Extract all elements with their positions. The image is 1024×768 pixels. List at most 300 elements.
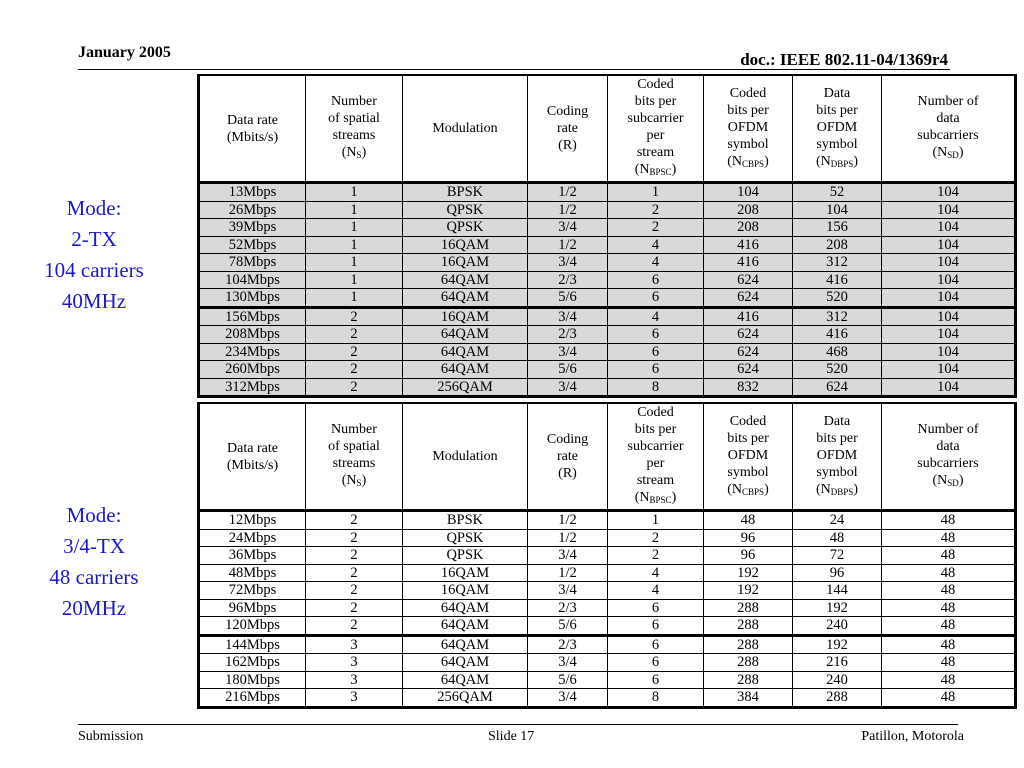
table-cell: 104 bbox=[882, 343, 1016, 361]
footer-slide-number: Slide 17 bbox=[488, 729, 535, 744]
table-cell: 104 bbox=[793, 201, 882, 219]
header-line: subcarriers bbox=[917, 456, 979, 471]
table-cell: 520 bbox=[793, 361, 882, 379]
header-subscript: CBPS bbox=[742, 486, 765, 497]
table-cell: 2 bbox=[306, 617, 403, 636]
header-line: OFDM bbox=[816, 447, 858, 463]
table-cell: 64QAM bbox=[403, 271, 528, 289]
table-cell: 216 bbox=[793, 654, 882, 672]
table-cell: 4 bbox=[608, 564, 704, 582]
table-cell: 4 bbox=[608, 254, 704, 272]
table-cell: 3/4 bbox=[528, 547, 608, 565]
header-symbol: (N bbox=[932, 145, 948, 160]
table-cell: BPSK bbox=[403, 183, 528, 202]
table-cell: 48 bbox=[704, 511, 793, 530]
table-cell: 1 bbox=[608, 183, 704, 202]
table-cell: 2 bbox=[608, 201, 704, 219]
table-cell: 48 bbox=[882, 511, 1016, 530]
table-cell: 624 bbox=[704, 361, 793, 379]
column-header-nsd bbox=[882, 403, 1016, 511]
table-row bbox=[199, 343, 1016, 361]
table-cell: 4 bbox=[608, 307, 704, 326]
table-cell: 16QAM bbox=[403, 254, 528, 272]
table-cell: 240 bbox=[793, 617, 882, 636]
header-line: OFDM bbox=[727, 119, 769, 135]
table-cell: 24 bbox=[793, 511, 882, 530]
mode-line: 3/4-TX bbox=[63, 534, 125, 558]
table-cell: 48 bbox=[793, 529, 882, 547]
column-header-streams bbox=[306, 403, 403, 511]
table-cell: 624 bbox=[704, 289, 793, 308]
table-cell: 2 bbox=[306, 599, 403, 617]
table-cell: 1 bbox=[306, 201, 403, 219]
table-cell: 13Mbps bbox=[199, 183, 306, 202]
table-cell: 208 bbox=[704, 201, 793, 219]
table-cell: 104 bbox=[882, 271, 1016, 289]
table-cell: QPSK bbox=[403, 547, 528, 565]
mode-label-table2 bbox=[18, 500, 170, 624]
table-cell: 312 bbox=[793, 307, 882, 326]
table-cell: 130Mbps bbox=[199, 289, 306, 308]
header-symbol-close: ) bbox=[671, 490, 677, 505]
table-cell: 2 bbox=[306, 361, 403, 379]
mode-line: 2-TX bbox=[71, 227, 117, 251]
header-symbol: (N bbox=[341, 473, 357, 488]
table-cell: 120Mbps bbox=[199, 617, 306, 636]
table-cell: 3/4 bbox=[528, 343, 608, 361]
table-cell: 3/4 bbox=[528, 378, 608, 397]
table-cell: 96 bbox=[704, 547, 793, 565]
header-symbol: (N bbox=[634, 162, 650, 177]
footer-submission: Submission bbox=[78, 729, 144, 744]
table-cell: 3 bbox=[306, 671, 403, 689]
table-cell: 3/4 bbox=[528, 654, 608, 672]
header-line: bits per bbox=[727, 102, 769, 118]
table-cell: 6 bbox=[608, 635, 704, 654]
table-cell: 5/6 bbox=[528, 617, 608, 636]
table-cell: 3/4 bbox=[528, 307, 608, 326]
table-cell: 48 bbox=[882, 635, 1016, 654]
column-header-data-rate bbox=[199, 403, 306, 511]
column-header-ncbps bbox=[704, 75, 793, 183]
table-cell: 416 bbox=[704, 254, 793, 272]
table-cell: 104 bbox=[882, 361, 1016, 379]
table-row bbox=[199, 547, 1016, 565]
table-cell: 288 bbox=[704, 617, 793, 636]
table-cell: 6 bbox=[608, 326, 704, 344]
table-cell: 624 bbox=[793, 378, 882, 397]
table-cell: 6 bbox=[608, 289, 704, 308]
table-cell: 156 bbox=[793, 219, 882, 237]
table-cell: 48Mbps bbox=[199, 564, 306, 582]
table-cell: 64QAM bbox=[403, 326, 528, 344]
table-cell: 2/3 bbox=[528, 271, 608, 289]
table-cell: 5/6 bbox=[528, 289, 608, 308]
table-cell: 2/3 bbox=[528, 326, 608, 344]
table-cell: 64QAM bbox=[403, 361, 528, 379]
table-row bbox=[199, 307, 1016, 326]
table-row bbox=[199, 254, 1016, 272]
table-cell: 5/6 bbox=[528, 361, 608, 379]
table-cell: 64QAM bbox=[403, 617, 528, 636]
table-cell: 4 bbox=[608, 236, 704, 254]
table-cell: 288 bbox=[793, 689, 882, 708]
table-cell: 3 bbox=[306, 635, 403, 654]
header-line: (R) bbox=[558, 138, 577, 153]
table-cell: 1/2 bbox=[528, 183, 608, 202]
table-cell: 2 bbox=[306, 529, 403, 547]
header-symbol: (N bbox=[816, 153, 831, 169]
table-cell: 52Mbps bbox=[199, 236, 306, 254]
table-cell: 832 bbox=[704, 378, 793, 397]
header-line: Coded bbox=[637, 405, 674, 420]
table-cell: 64QAM bbox=[403, 343, 528, 361]
table-cell: 2 bbox=[608, 529, 704, 547]
header-symbol: (N bbox=[816, 481, 831, 497]
table-cell: 256QAM bbox=[403, 689, 528, 708]
table-cell: 48 bbox=[882, 529, 1016, 547]
table-cell: 48 bbox=[882, 654, 1016, 672]
table-cell: 48 bbox=[882, 564, 1016, 582]
table-cell: 72 bbox=[793, 547, 882, 565]
table-cell: QPSK bbox=[403, 201, 528, 219]
table-cell: 16QAM bbox=[403, 307, 528, 326]
table-cell: 96Mbps bbox=[199, 599, 306, 617]
header-line: rate bbox=[557, 121, 578, 136]
table-cell: 36Mbps bbox=[199, 547, 306, 565]
table-cell: 3/4 bbox=[528, 689, 608, 708]
table-row bbox=[199, 529, 1016, 547]
table-cell: 8 bbox=[608, 378, 704, 397]
table-cell: 1 bbox=[306, 271, 403, 289]
table-cell: 26Mbps bbox=[199, 201, 306, 219]
header-line: symbol bbox=[816, 136, 858, 152]
header-line: bits per bbox=[727, 430, 769, 446]
header-line: Number of bbox=[917, 94, 979, 109]
slide-date: January 2005 bbox=[78, 44, 171, 61]
header-line: Number of bbox=[917, 422, 979, 437]
mode-line: Mode: bbox=[66, 503, 122, 527]
rate-table-2tx bbox=[197, 74, 1017, 398]
header-line: (R) bbox=[558, 466, 577, 481]
table-cell: 312 bbox=[793, 254, 882, 272]
column-header-ndbps bbox=[793, 75, 882, 183]
table-cell: 288 bbox=[704, 599, 793, 617]
table-row bbox=[199, 511, 1016, 530]
table-cell: 1 bbox=[306, 289, 403, 308]
table-cell: 162Mbps bbox=[199, 654, 306, 672]
table-cell: 624 bbox=[704, 326, 793, 344]
table-cell: 144 bbox=[793, 582, 882, 600]
header-subscript: BPSC bbox=[649, 167, 672, 177]
table-cell: 104 bbox=[882, 254, 1016, 272]
column-header-ndbps bbox=[793, 403, 882, 511]
table-cell: 96 bbox=[793, 564, 882, 582]
header-line: streams bbox=[332, 456, 376, 471]
table-cell: 52 bbox=[793, 183, 882, 202]
header-line: Coded bbox=[729, 413, 767, 429]
table-row bbox=[199, 671, 1016, 689]
header-line: Coding bbox=[546, 104, 589, 119]
table-cell: 384 bbox=[704, 689, 793, 708]
header-line: of spatial bbox=[328, 111, 380, 126]
header-line: symbol bbox=[727, 136, 769, 152]
header-line: rate bbox=[557, 449, 578, 464]
table-cell: 3/4 bbox=[528, 582, 608, 600]
header-subscript: CBPS bbox=[742, 158, 765, 169]
table-cell: 2 bbox=[306, 582, 403, 600]
table-cell: 104Mbps bbox=[199, 271, 306, 289]
column-header-data-rate bbox=[199, 75, 306, 183]
table-cell: 180Mbps bbox=[199, 671, 306, 689]
table-cell: 216Mbps bbox=[199, 689, 306, 708]
table-cell: 104 bbox=[882, 378, 1016, 397]
table-cell: 2 bbox=[306, 343, 403, 361]
column-header-modulation: Modulation bbox=[403, 75, 528, 183]
header-symbol-close: ) bbox=[853, 481, 858, 497]
header-symbol: (N bbox=[727, 481, 743, 497]
table-cell: 39Mbps bbox=[199, 219, 306, 237]
table-cell: 2 bbox=[306, 326, 403, 344]
table-row bbox=[199, 654, 1016, 672]
header-line: bits per bbox=[816, 102, 858, 118]
table-cell: 208 bbox=[704, 219, 793, 237]
header-line: Coding bbox=[546, 432, 589, 447]
table-cell: 2 bbox=[608, 219, 704, 237]
table-cell: 288 bbox=[704, 635, 793, 654]
table-cell: 104 bbox=[882, 219, 1016, 237]
table-cell: 240 bbox=[793, 671, 882, 689]
table-cell: 416 bbox=[704, 236, 793, 254]
table-cell: 2 bbox=[306, 378, 403, 397]
table-cell: 104 bbox=[882, 289, 1016, 308]
table-row bbox=[199, 201, 1016, 219]
header-divider bbox=[78, 69, 950, 70]
table-cell: 3/4 bbox=[528, 254, 608, 272]
table-cell: 1 bbox=[608, 511, 704, 530]
table-cell: 104 bbox=[882, 326, 1016, 344]
table-cell: 64QAM bbox=[403, 289, 528, 308]
header-line: OFDM bbox=[816, 119, 858, 135]
header-symbol: (N bbox=[634, 490, 650, 505]
table-cell: 1/2 bbox=[528, 511, 608, 530]
header-symbol: (N bbox=[727, 153, 743, 169]
header-line: Data rate bbox=[227, 440, 278, 456]
header-line: bits per bbox=[634, 94, 677, 109]
document-id: doc.: IEEE 802.11-04/1369r4 bbox=[740, 50, 948, 69]
table-row bbox=[199, 564, 1016, 582]
header-subscript: DBPS bbox=[830, 486, 854, 497]
table-row bbox=[199, 361, 1016, 379]
mode-line: 20MHz bbox=[61, 596, 127, 620]
header-line: stream bbox=[636, 145, 675, 160]
table-cell: 234Mbps bbox=[199, 343, 306, 361]
header-line: per bbox=[646, 456, 665, 471]
header-line: subcarrier bbox=[627, 111, 684, 126]
table-cell: 5/6 bbox=[528, 671, 608, 689]
table-cell: 2 bbox=[306, 307, 403, 326]
mode-line: 40MHz bbox=[61, 289, 127, 313]
footer-author: Patillon, Motorola bbox=[861, 729, 964, 744]
header-symbol: (N bbox=[932, 473, 948, 488]
table-cell: 48 bbox=[882, 599, 1016, 617]
table-cell: 1 bbox=[306, 236, 403, 254]
header-line: symbol bbox=[816, 464, 858, 480]
header-line: stream bbox=[636, 473, 675, 488]
header-subscript: S bbox=[356, 478, 362, 488]
table-cell: 6 bbox=[608, 271, 704, 289]
table-row bbox=[199, 378, 1016, 397]
table-cell: 104 bbox=[704, 183, 793, 202]
table-cell: 416 bbox=[793, 326, 882, 344]
table-row bbox=[199, 635, 1016, 654]
header-line: per bbox=[646, 128, 665, 143]
header-line: data bbox=[936, 439, 960, 454]
table-cell: 104 bbox=[882, 183, 1016, 202]
table-cell: 192 bbox=[793, 599, 882, 617]
table-cell: 104 bbox=[882, 236, 1016, 254]
table-row bbox=[199, 183, 1016, 202]
table-cell: 2 bbox=[306, 511, 403, 530]
header-symbol-close: ) bbox=[361, 145, 367, 160]
header-symbol-close: ) bbox=[958, 145, 964, 160]
table-cell: 192 bbox=[704, 582, 793, 600]
table-cell: 16QAM bbox=[403, 582, 528, 600]
header-subscript: BPSC bbox=[649, 495, 672, 505]
table-cell: 2 bbox=[306, 564, 403, 582]
table-row bbox=[199, 689, 1016, 708]
header-symbol: (N bbox=[341, 145, 357, 160]
table-cell: 3 bbox=[306, 689, 403, 708]
table-cell: 6 bbox=[608, 599, 704, 617]
table-row bbox=[199, 236, 1016, 254]
table-cell: 192 bbox=[793, 635, 882, 654]
rate-table-34tx bbox=[197, 402, 1017, 709]
table-cell: 4 bbox=[608, 582, 704, 600]
header-line: bits per bbox=[634, 422, 677, 437]
mode-line: 48 carriers bbox=[49, 565, 139, 589]
table-row bbox=[199, 219, 1016, 237]
table-cell: 96 bbox=[704, 529, 793, 547]
column-header-coding bbox=[528, 75, 608, 183]
header-subscript: DBPS bbox=[830, 158, 854, 169]
table-cell: 468 bbox=[793, 343, 882, 361]
table-cell: 260Mbps bbox=[199, 361, 306, 379]
header-subscript: SD bbox=[947, 478, 959, 488]
table-cell: 72Mbps bbox=[199, 582, 306, 600]
table-cell: 48 bbox=[882, 689, 1016, 708]
mode-line: 104 carriers bbox=[44, 258, 144, 282]
header-line: subcarriers bbox=[917, 128, 979, 143]
table-cell: 24Mbps bbox=[199, 529, 306, 547]
table-cell: 256QAM bbox=[403, 378, 528, 397]
header-line: (Mbits/s) bbox=[226, 457, 279, 473]
header-line: Number bbox=[331, 422, 377, 437]
header-line: Number bbox=[331, 94, 377, 109]
table-cell: 48 bbox=[882, 671, 1016, 689]
header-symbol-close: ) bbox=[764, 153, 769, 169]
table-cell: 104 bbox=[882, 307, 1016, 326]
table-cell: 8 bbox=[608, 689, 704, 708]
header-line: streams bbox=[332, 128, 376, 143]
table-row bbox=[199, 289, 1016, 308]
table-cell: 1/2 bbox=[528, 201, 608, 219]
header-line: Data bbox=[823, 85, 851, 101]
table-cell: 2/3 bbox=[528, 635, 608, 654]
table-cell: 2 bbox=[608, 547, 704, 565]
column-header-nbpsc bbox=[608, 75, 704, 183]
table-cell: 416 bbox=[793, 271, 882, 289]
column-header-modulation: Modulation bbox=[403, 403, 528, 511]
table-cell: 288 bbox=[704, 671, 793, 689]
table-cell: 6 bbox=[608, 343, 704, 361]
table-cell: 6 bbox=[608, 654, 704, 672]
mode-label-table1 bbox=[18, 193, 170, 317]
header-line: of spatial bbox=[328, 439, 380, 454]
table-cell: 288 bbox=[704, 654, 793, 672]
table-cell: 12Mbps bbox=[199, 511, 306, 530]
header-line: Data bbox=[823, 413, 851, 429]
table-cell: 64QAM bbox=[403, 671, 528, 689]
table-cell: 1 bbox=[306, 219, 403, 237]
table-cell: 3/4 bbox=[528, 219, 608, 237]
table-cell: 1/2 bbox=[528, 564, 608, 582]
column-header-ncbps bbox=[704, 403, 793, 511]
table-cell: QPSK bbox=[403, 219, 528, 237]
table-cell: 64QAM bbox=[403, 599, 528, 617]
header-symbol-close: ) bbox=[361, 473, 367, 488]
table-row bbox=[199, 599, 1016, 617]
table-cell: 48 bbox=[882, 617, 1016, 636]
column-header-nbpsc bbox=[608, 403, 704, 511]
table-cell: 1 bbox=[306, 254, 403, 272]
table-cell: 208 bbox=[793, 236, 882, 254]
table-cell: 520 bbox=[793, 289, 882, 308]
footer-divider bbox=[78, 724, 958, 725]
header-symbol-close: ) bbox=[958, 473, 964, 488]
table-cell: 156Mbps bbox=[199, 307, 306, 326]
table-cell: 1 bbox=[306, 183, 403, 202]
table-cell: 192 bbox=[704, 564, 793, 582]
table-cell: 3 bbox=[306, 654, 403, 672]
header-symbol-close: ) bbox=[671, 162, 677, 177]
table-cell: 624 bbox=[704, 343, 793, 361]
table-cell: 2 bbox=[306, 547, 403, 565]
table-cell: BPSK bbox=[403, 511, 528, 530]
table-cell: 1/2 bbox=[528, 236, 608, 254]
table-row bbox=[199, 617, 1016, 636]
table-cell: QPSK bbox=[403, 529, 528, 547]
table-row bbox=[199, 271, 1016, 289]
header-symbol-close: ) bbox=[764, 481, 769, 497]
table-cell: 208Mbps bbox=[199, 326, 306, 344]
table-cell: 64QAM bbox=[403, 635, 528, 654]
column-header-streams bbox=[306, 75, 403, 183]
header-line: symbol bbox=[727, 464, 769, 480]
header-line: (Mbits/s) bbox=[226, 129, 279, 145]
header-symbol-close: ) bbox=[853, 153, 858, 169]
header-subscript: S bbox=[356, 150, 362, 160]
table-cell: 64QAM bbox=[403, 654, 528, 672]
header-line: OFDM bbox=[727, 447, 769, 463]
header-subscript: SD bbox=[947, 150, 959, 160]
table-cell: 104 bbox=[882, 201, 1016, 219]
table-cell: 78Mbps bbox=[199, 254, 306, 272]
table-cell: 16QAM bbox=[403, 564, 528, 582]
header-line: subcarrier bbox=[627, 439, 684, 454]
table-cell: 312Mbps bbox=[199, 378, 306, 397]
table-cell: 16QAM bbox=[403, 236, 528, 254]
